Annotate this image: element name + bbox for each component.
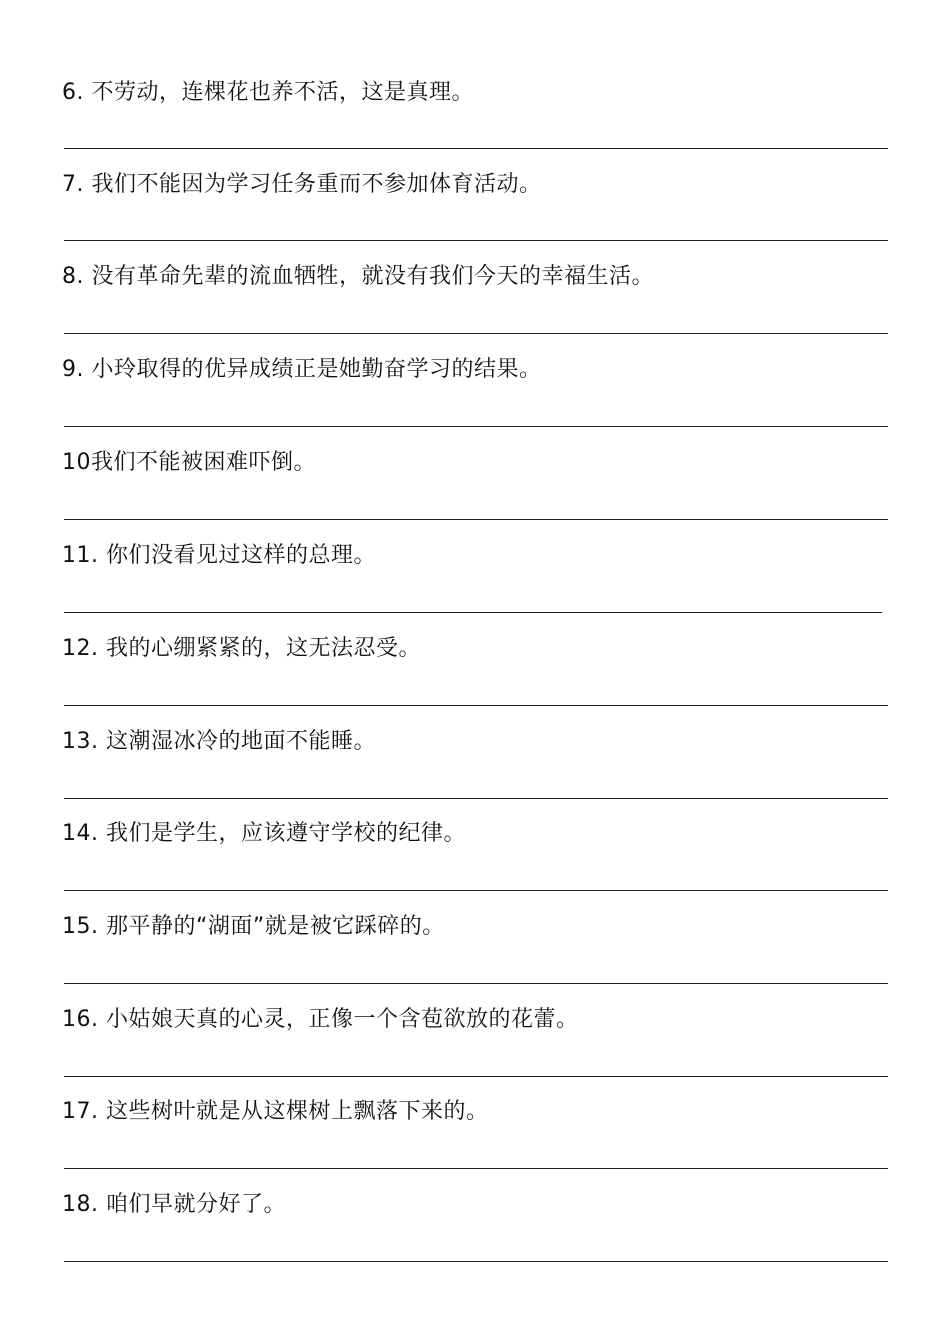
exercise-sentence: 6. 不劳动，连棵花也养不活，这是真理。 xyxy=(62,80,474,105)
exercise-sentence: 11. 你们没看见过这样的总理。 xyxy=(62,543,376,568)
exercise-sentence: 12. 我的心绷紧紧的，这无法忍受。 xyxy=(62,636,421,661)
exercise-sentence: 10我们不能被困难吓倒。 xyxy=(62,450,316,475)
answer-blank-line[interactable] xyxy=(64,148,888,149)
exercise-sentence: 13. 这潮湿冰冷的地面不能睡。 xyxy=(62,729,376,754)
answer-blank-line[interactable] xyxy=(64,1076,888,1077)
exercise-sentence: 7. 我们不能因为学习任务重而不参加体育活动。 xyxy=(62,172,542,197)
answer-blank-line[interactable] xyxy=(64,1168,888,1169)
exercise-sentence: 17. 这些树叶就是从这棵树上飘落下来的。 xyxy=(62,1099,489,1124)
exercise-sentence: 18. 咱们早就分好了。 xyxy=(62,1192,286,1217)
exercise-sentence: 9. 小玲取得的优异成绩正是她勤奋学习的结果。 xyxy=(62,357,542,382)
answer-blank-line[interactable] xyxy=(64,426,888,427)
answer-blank-line[interactable] xyxy=(64,612,882,613)
answer-blank-line[interactable] xyxy=(64,240,888,241)
answer-blank-line[interactable] xyxy=(64,983,888,984)
answer-blank-line[interactable] xyxy=(64,705,888,706)
answer-blank-line[interactable] xyxy=(64,798,888,799)
answer-blank-line[interactable] xyxy=(64,519,888,520)
exercise-sentence: 14. 我们是学生，应该遵守学校的纪律。 xyxy=(62,821,466,846)
exercise-sentence: 15. 那平静的“湖面”就是被它踩碎的。 xyxy=(62,914,445,939)
answer-blank-line[interactable] xyxy=(64,890,888,891)
answer-blank-line[interactable] xyxy=(64,333,888,334)
answer-blank-line[interactable] xyxy=(64,1261,888,1262)
exercise-sentence: 16. 小姑娘天真的心灵，正像一个含苞欲放的花蕾。 xyxy=(62,1007,579,1032)
exercise-sentence: 8. 没有革命先辈的流血牺牲，就没有我们今天的幸福生活。 xyxy=(62,264,654,289)
